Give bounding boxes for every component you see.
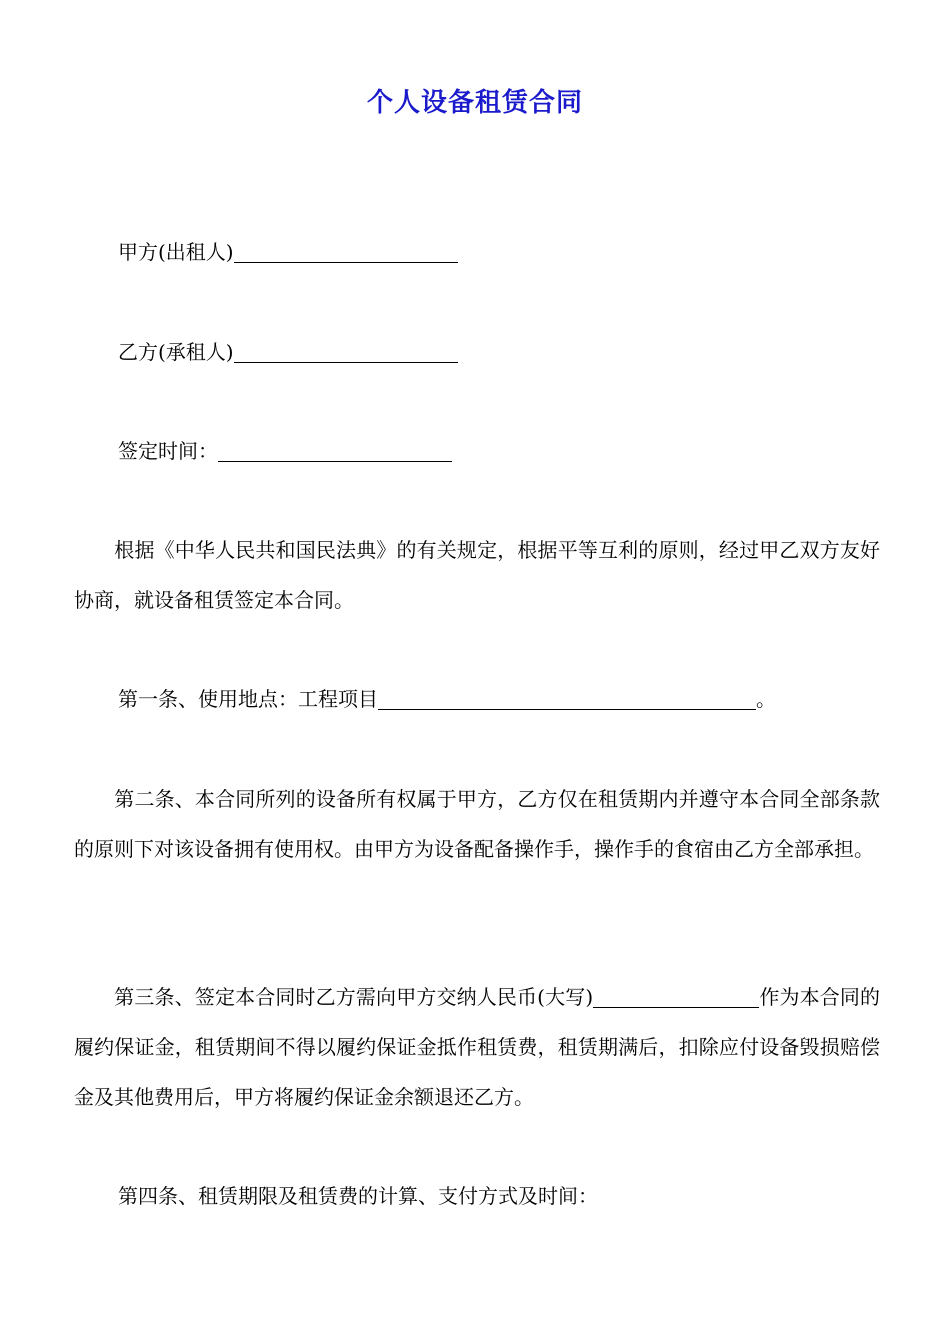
deposit-amount-blank — [593, 981, 759, 1008]
article-3-rest: 作为本合同的履约保证金，租赁期间不得以履约保证金抵作租赁费，租赁期满后，扣除应付设备毁损赔偿金及其他费用后，甲方将履约保证金余额退还乙方。 — [74, 985, 881, 1109]
article-3 — [74, 972, 880, 1122]
document-title: 个人设备租赁合同 — [366, 88, 583, 118]
sign-date-line — [118, 426, 452, 476]
article-3-text: 第三条、签定本合同时乙方需向甲方交纳人民币(大写) — [74, 985, 594, 1009]
party-b-blank — [234, 336, 458, 363]
article-4: 第四条、租赁期限及租赁费的计算、支付方式及时间： — [118, 1184, 598, 1208]
party-b-line — [118, 327, 458, 377]
party-a-blank — [234, 236, 458, 263]
project-blank — [378, 683, 756, 710]
article-1-end: 。 — [756, 687, 776, 711]
article-1-text: 第一条、使用地点：工程项目 — [118, 687, 378, 711]
sign-date-blank — [218, 435, 452, 462]
intro-paragraph: 根据《中华人民共和国民法典》的有关规定，根据平等互利的原则，经过甲乙双方友好协商，就设备租赁签定本合同。 — [74, 538, 880, 612]
party-a-label: 甲方(出租人) — [118, 240, 234, 264]
party-b-label: 乙方(承租人) — [118, 340, 234, 364]
article-1 — [118, 674, 776, 724]
party-a-line — [118, 227, 458, 277]
sign-date-label: 签定时间： — [118, 439, 218, 463]
article-2: 第二条、本合同所列的设备所有权属于甲方，乙方仅在租赁期内并遵守本合同全部条款的原则下对该设备拥有使用权。由甲方为设备配备操作手，操作手的食宿由乙方全部承担。 — [74, 787, 880, 861]
